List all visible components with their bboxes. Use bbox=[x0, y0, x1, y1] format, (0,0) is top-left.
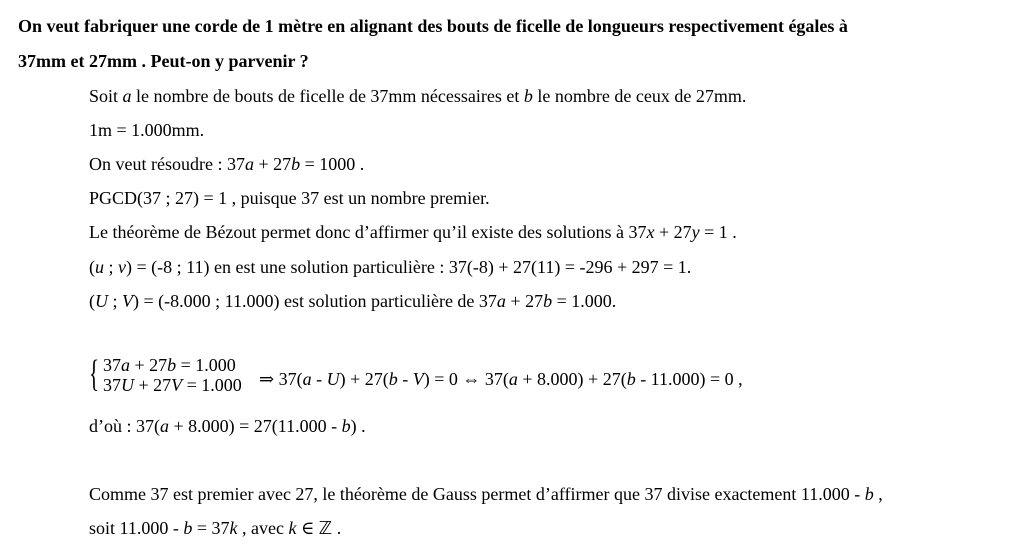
var-v: v bbox=[118, 257, 127, 277]
var-x: x bbox=[646, 222, 655, 242]
text: . bbox=[332, 518, 342, 538]
text: = 37 bbox=[192, 518, 230, 538]
text: + 27 bbox=[134, 375, 172, 395]
var-k: k bbox=[229, 518, 238, 538]
text-line-4: PGCD(37 ; 27) = 1 , puisque 37 est un nombre premier. bbox=[89, 188, 490, 208]
text: Comme 37 est premier avec 27, le théorème de Gauss permet d’affirmer que 37 divise exactement 11.000 - bbox=[89, 484, 865, 504]
text: 37( bbox=[274, 369, 303, 389]
var-V: V bbox=[412, 369, 424, 389]
var-k: k bbox=[288, 518, 297, 538]
system-implication bbox=[259, 369, 743, 390]
var-a: a bbox=[302, 369, 312, 389]
text-line-gauss-2 bbox=[89, 518, 341, 539]
var-b: b bbox=[341, 416, 351, 436]
text: ) = (-8 ; 11) en est une solution particulière : 37(-8) + 27(11) = -296 + 297 = 1. bbox=[126, 257, 692, 277]
text: ( bbox=[89, 257, 95, 277]
var-a: a bbox=[160, 416, 169, 436]
text: Soit bbox=[89, 86, 123, 106]
var-b: b bbox=[167, 355, 177, 375]
var-a: a bbox=[496, 291, 506, 311]
text: + 8.000) = 27(11.000 - bbox=[169, 416, 342, 436]
text: 37 bbox=[103, 375, 121, 395]
system-row-2 bbox=[103, 375, 242, 396]
text: = 1 . bbox=[699, 222, 737, 242]
var-a: a bbox=[122, 86, 132, 106]
text-line-2: 1m = 1.000mm. bbox=[89, 120, 205, 140]
text-line-6 bbox=[89, 257, 691, 278]
text: 37( bbox=[480, 369, 509, 389]
var-a: a bbox=[121, 355, 130, 375]
text: On veut résoudre : 37 bbox=[89, 154, 245, 174]
text: Le théorème de Bézout permet donc d’affirmer qu’il existe des solutions à 37 bbox=[89, 222, 647, 242]
text: = 1000 . bbox=[300, 154, 365, 174]
var-b: b bbox=[543, 291, 553, 311]
text: ; bbox=[108, 291, 123, 311]
var-V: V bbox=[122, 291, 134, 311]
text: + 27 bbox=[253, 154, 292, 174]
question-line-1: On veut fabriquer une corde de 1 mètre en alignant des bouts de ficelle de longueurs respectivement égales à bbox=[18, 16, 848, 36]
text: , avec bbox=[237, 518, 289, 538]
text: ) + 27( bbox=[339, 369, 389, 389]
var-b: b bbox=[626, 369, 636, 389]
text-line-7 bbox=[89, 291, 616, 312]
integers-symbol: ℤ bbox=[318, 518, 333, 539]
text: + 27 bbox=[654, 222, 692, 242]
var-a: a bbox=[508, 369, 518, 389]
text: + 27 bbox=[505, 291, 544, 311]
text: ; bbox=[104, 257, 119, 277]
text: 37 bbox=[103, 355, 121, 375]
question-line-2: 37mm et 27mm . Peut-on y parvenir ? bbox=[18, 51, 309, 71]
var-a: a bbox=[244, 154, 254, 174]
var-u: u bbox=[95, 257, 104, 277]
var-U: U bbox=[121, 375, 134, 395]
text: - bbox=[397, 369, 413, 389]
text: - 11.000) = 0 , bbox=[635, 369, 743, 389]
var-V: V bbox=[171, 375, 183, 395]
text: ∈ bbox=[296, 518, 319, 538]
text: + 27 bbox=[130, 355, 168, 375]
var-U: U bbox=[326, 369, 340, 389]
var-b: b bbox=[388, 369, 398, 389]
text: = 1.000 bbox=[182, 375, 242, 395]
text-line-dou bbox=[89, 416, 366, 437]
implies-symbol: ⇒ bbox=[259, 369, 275, 389]
text: = 1.000 bbox=[176, 355, 236, 375]
text: + 8.000) + 27( bbox=[517, 369, 627, 389]
text: = 1.000. bbox=[552, 291, 617, 311]
text: ) . bbox=[350, 416, 366, 436]
text-line-5 bbox=[89, 222, 737, 243]
text: le nombre de ceux de 27mm. bbox=[532, 86, 747, 106]
text-line-gauss-1 bbox=[89, 484, 883, 505]
var-b: b bbox=[864, 484, 874, 504]
var-b: b bbox=[523, 86, 533, 106]
text: le nombre de bouts de ficelle de 37mm nécessaires et bbox=[131, 86, 524, 106]
text-line-3 bbox=[89, 154, 364, 175]
var-b: b bbox=[291, 154, 301, 174]
var-y: y bbox=[691, 222, 700, 242]
system-row-1 bbox=[103, 355, 236, 376]
text-line-1 bbox=[89, 86, 746, 107]
text: soit 11.000 - bbox=[89, 518, 184, 538]
system-brace: { bbox=[89, 353, 100, 395]
var-b: b bbox=[183, 518, 193, 538]
text: - bbox=[311, 369, 327, 389]
text: ( bbox=[89, 291, 95, 311]
text: , bbox=[873, 484, 883, 504]
text: ) = 0 bbox=[423, 369, 463, 389]
text: d’où : 37( bbox=[89, 416, 160, 436]
text: ) = (-8.000 ; 11.000) est solution particulière de 37 bbox=[133, 291, 497, 311]
equivalence-symbol: ⇔ bbox=[462, 369, 481, 389]
var-U: U bbox=[95, 291, 108, 311]
